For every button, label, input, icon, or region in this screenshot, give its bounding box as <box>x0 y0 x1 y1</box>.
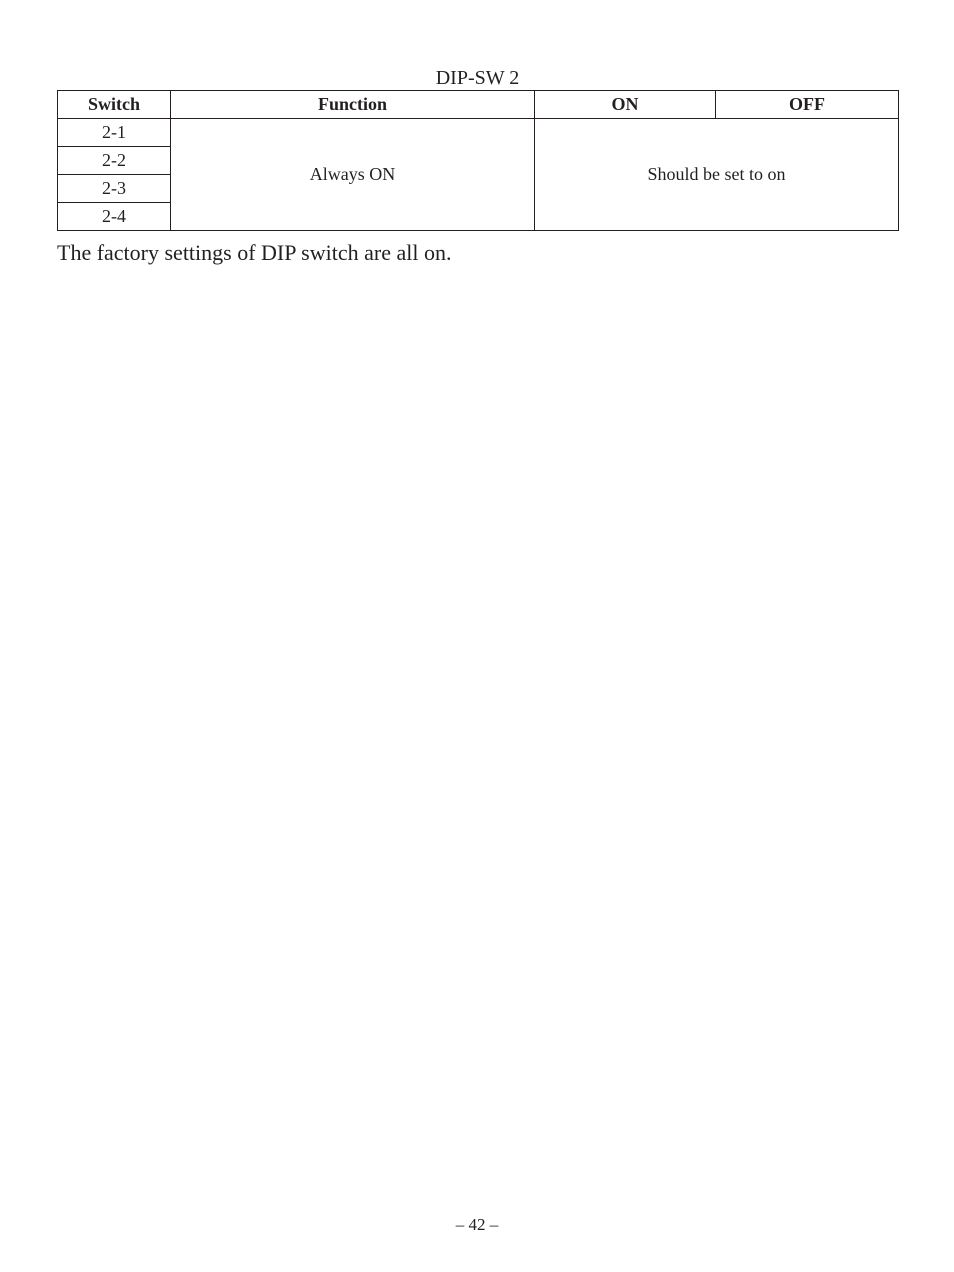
switch-cell: 2-3 <box>58 175 171 203</box>
header-function: Function <box>171 91 535 119</box>
dip-switch-table <box>57 90 899 231</box>
header-on: ON <box>535 91 716 119</box>
header-off: OFF <box>716 91 899 119</box>
function-cell: Always ON <box>171 119 535 231</box>
table-caption: DIP-SW 2 <box>435 67 520 89</box>
switch-cell: 2-4 <box>58 203 171 231</box>
switch-cell: 2-2 <box>58 147 171 175</box>
switch-cell: 2-1 <box>58 119 171 147</box>
table-header-row <box>58 91 899 119</box>
page-number: – 42 – <box>455 1215 499 1234</box>
factory-settings-note: The factory settings of DIP switch are all on. <box>57 240 452 265</box>
setting-cell: Should be set to on <box>535 119 899 231</box>
header-switch: Switch <box>58 91 171 119</box>
table-row <box>58 119 899 147</box>
